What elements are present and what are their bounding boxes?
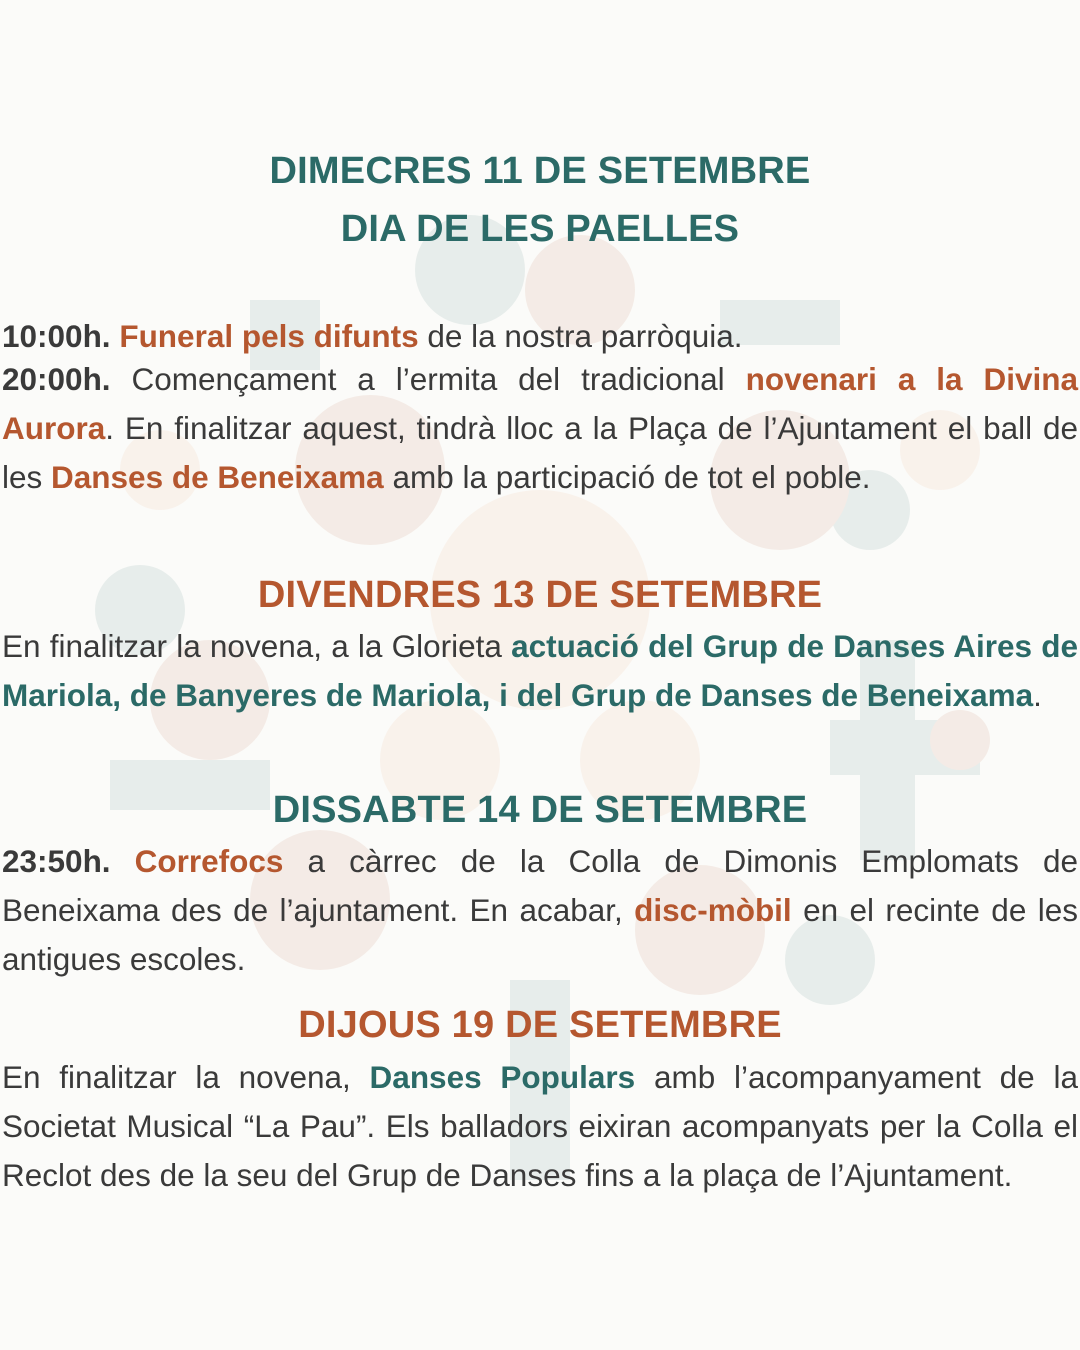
event-text: a càrrec de la Colla de Dimonis Emplomats de Beneixama des de l’ajuntament. En acabar,: [2, 843, 1078, 928]
event-text: .: [1033, 677, 1042, 713]
event-text: de la nostra parròquia.: [418, 318, 743, 354]
event-highlight: disc-mòbil: [634, 892, 792, 928]
event-text: amb l’acompanyament de la Societat Musical “La Pau”. Els balladors eixiran acompanyats per la Colla el Reclot des de la seu del Grup de Danses fins a la plaça de l’Ajuntament.: [2, 1059, 1078, 1193]
event-text: En finalitzar la novena,: [2, 1059, 370, 1095]
event-time: 20:00h.: [2, 361, 111, 397]
event-highlight: Funeral pels difunts: [119, 318, 419, 354]
day4-heading: DIJOUS 19 DE SETEMBRE: [298, 1004, 782, 1046]
event-highlight: Correfocs: [134, 843, 284, 879]
event-time: 10:00h.: [2, 318, 111, 354]
event-highlight: Danses de Beneixama: [51, 459, 384, 495]
event-text: Començament a l’ermita del tradicional: [110, 361, 746, 397]
day3-heading: DISSABTE 14 DE SETEMBRE: [272, 789, 808, 831]
event-highlight: actuació del Grup de Danses Aires de Mariola, de Banyeres de Mariola, i del Grup de Danses de Beneixama: [2, 628, 1078, 713]
day1-event2: [2, 355, 1078, 502]
event-text: en el recinte de les antigues escoles.: [2, 892, 1078, 977]
event-text: En finalitzar la novena, a la Glorieta: [2, 628, 512, 664]
day4-event: [2, 1053, 1078, 1200]
day2-heading: DIVENDRES 13 DE SETEMBRE: [257, 574, 823, 616]
day2-event: [2, 622, 1078, 720]
event-text: amb la participació de tot el poble.: [383, 459, 871, 495]
event-highlight: novenari a la Divina Aurora: [2, 361, 1078, 446]
event-highlight: Danses Populars: [369, 1059, 636, 1095]
day3-event: [2, 837, 1078, 984]
day1-heading-title: DIA DE LES PAELLES: [340, 208, 740, 250]
day1-heading-date: DIMECRES 11 DE SETEMBRE: [269, 150, 811, 192]
event-text: . En finalitzar aquest, tindrà lloc a la Plaça de l’Ajuntament el ball de les: [2, 410, 1078, 495]
day1-event1: [2, 312, 1078, 361]
event-time: 23:50h.: [2, 843, 111, 879]
